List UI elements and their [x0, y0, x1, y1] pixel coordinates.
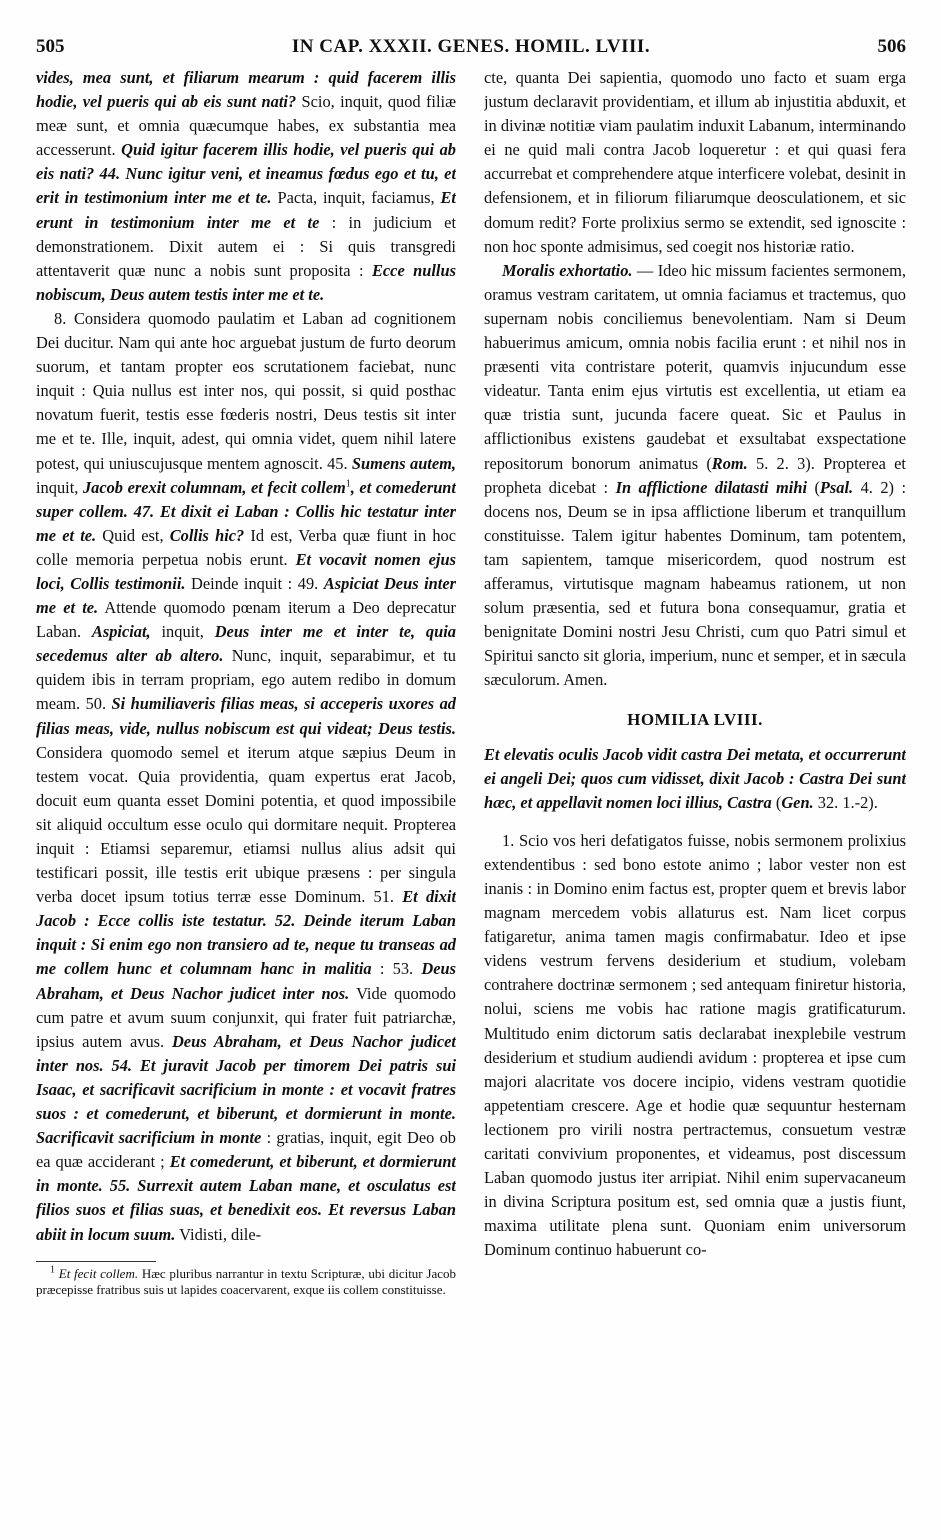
- body-text: (: [771, 792, 782, 812]
- scripture-quote: vides, mea sunt, et filiarum mearum : quid facerem illis hodie, vel pueris qui ab eis sunt nati?: [36, 68, 456, 112]
- body-text: : 53.: [371, 959, 422, 979]
- citation: Gen.: [781, 792, 814, 812]
- body-text: Vidisti, dile-: [175, 1224, 262, 1244]
- page-number-right: 506: [877, 36, 906, 57]
- footnote-rule: [36, 1261, 156, 1262]
- body-text: 8. Considera quomodo paulatim et Laban ad cognitionem Dei ducitur. Nam qui ante hoc arguebat justum de furto deorum suorum, et tantam propter eos scrutationem faciebat, nunc inquit : Quia nullus est inter nos, qui possit, si quid posthac novatum fuerit, testis esse fœderis nostri, Deus testis sit inter me et te. Ille, inquit, adest, qui omnia videt, quem nihil latere potest, qui uniuscujusque mentem agnoscit. 45.: [36, 308, 456, 473]
- homily-summary: [484, 743, 906, 815]
- scripture-quote: Si humiliaveris filias meas, si acceperis uxores ad filias meas, vide, nullus nobiscum est qui videat; Deus testis.: [36, 694, 456, 738]
- scripture-quote: Deus Abraham, et Deus Nachor judicet inter nos.: [36, 959, 456, 1003]
- scripture-quote: Deus Abraham, et Deus Nachor judicet inter nos. 54. Et juravit Jacob per timorem Dei patris sui Isaac, et sacrificavit sacrificium in monte : et vocavit fratres suos : et comederunt, et biberunt, et dormierunt in monte. Sacrificavit sacrificium in monte: [36, 1031, 456, 1148]
- scripture-quote: Jacob erexit columnam, et fecit collem: [82, 477, 346, 497]
- scripture-quote: Aspiciat Deus inter me et te.: [36, 573, 456, 618]
- scripture-quote: , et comederunt super collem. 47. Et dixit ei Laban : Collis hic testatur inter me et te.: [36, 477, 456, 545]
- body-text: Nunc, inquit, separabimur, et tu quidem ibis in terram propriam, ego autem redibo in domum meam. 50.: [36, 646, 456, 714]
- footnote-number: 1: [50, 1264, 55, 1276]
- body-text: inquit,: [150, 622, 215, 642]
- scripture-quote: Sumens autem,: [351, 453, 456, 473]
- body-text: Attende quomodo pœnam iterum a Deo deprecatur Laban.: [36, 598, 456, 642]
- scripture-quote: Ecce nullus nobiscum, Deus autem testis inter me et te.: [36, 260, 456, 304]
- scripture-quote: Et erunt in testimonium inter me et te: [36, 188, 456, 232]
- scripture-quote: Collis hic?: [169, 525, 245, 545]
- footnote: [36, 1266, 456, 1298]
- scripture-quote: Et comederunt, et biberunt, et dormierunt in monte. 55. Surrexit autem Laban mane, et osculatus est filios suos et filias suas, et benedixit eos. Et reversus Laban abiit in locum suum.: [36, 1152, 456, 1244]
- citation: Rom.: [711, 453, 748, 473]
- body-text: Scio, inquit, quod filiæ meæ sunt, et omnia quæcumque habes, ex substantia mea accesserunt.: [36, 92, 456, 160]
- running-title: IN CAP. XXXII. GENES. HOMIL. LVIII.: [291, 36, 651, 57]
- body-text: cte, quanta Dei sapientia, quomodo uno facto et suam erga justum declaravit providentiam, et illum ab injustitia abduxit, et in divinæ notitiæ viam paulatim induxit Labanum, interminando ei ne quid mali contra Jacob loqueretur : et qui quasi fera accurrebat et comprehendere atque interficere volebat, desinit in defensionem, et in filiorum filiarumque deosculationem, et sic domum redit? Forte prolixius sermo se extendit, sed ignoscite : non hoc sponte admisimus, sed coegit nos historiæ ratio.: [484, 68, 906, 256]
- paragraph: [36, 307, 456, 1247]
- right-column: [484, 66, 906, 1526]
- paragraph: [36, 66, 456, 307]
- left-column: [36, 66, 456, 1526]
- body-text: (: [807, 477, 820, 497]
- body-text: inquit,: [36, 477, 83, 497]
- running-header: [36, 36, 906, 60]
- body-text: : gratias, inquit, egit Deo ob ea quæ acciderant ;: [36, 1128, 456, 1172]
- citation: Psal.: [819, 477, 854, 497]
- footnote-text: Hæc pluribus narrantur in textu Scripturæ, ubi dicitur Jacob præcepisse fratribus suis ut lapides coacervarent, exque iis collem constituisse.: [36, 1265, 456, 1297]
- body-text: Considera quomodo semel et iterum atque sæpius Deum in testem vocat. Quia providentia, quam expertus erat Jacob, docuit eum quanta esset Domini potentia, et quod impossibile sit aliquid occultum esse oculo qui dormitare nequit. Propterea inquit : Etiamsi separemur, etiamsi nullus alius adsit qui testificari possit, ille testis erit ubique præsens : per singula verba docet ipsum totius terræ esse Dominum. 51.: [36, 742, 456, 907]
- scripture-quote: Et vocavit nomen ejus loci, Collis testimonii.: [36, 549, 456, 593]
- body-text: Quid est,: [96, 525, 170, 545]
- scripture-quote: Quid igitur facerem illis hodie, vel pueris qui ab eis nati? 44. Nunc igitur veni, et ineamus fœdus ego et tu, et erit in testimonium inter me et te.: [36, 140, 456, 208]
- paragraph: [484, 259, 906, 693]
- paragraph: [484, 829, 906, 1263]
- footnote-quote: Et fecit collem.: [55, 1265, 139, 1281]
- scripture-quote: Deus inter me et inter te, quia secedemus alter ab altero.: [36, 622, 456, 666]
- body-text: 32. 1.-2).: [813, 792, 878, 812]
- scripture-quote: In afflictione dilatasti mihi: [615, 477, 807, 497]
- body-text: Deinde inquit : 49.: [185, 573, 324, 593]
- body-text: 1. Scio vos heri defatigatos fuisse, nobis sermonem prolixius extendentibus : sed bono estote animo ; labor vester non est inanis : in Domino enim factus est, propter quem et brevis labor magnam mercedem vobis allaturus est. Nam licet corpus fatigaretur, anima tamen magis confirmabatur. Ideo et ipse videns vestrum fervens desiderium et studium, volebam contrahere doctrinæ sermonem ; sed antequam finiretur historia, nolui, sciens me vobis hac ratione magis gratificaturum. Multitudo enim dictorum satis declarabat inexplebile vestrum desiderium et studium audiendi avidum : propterea et ipse cum majori alacritate vos docere incipio, videns vestram quotidie appetentiam crescere. Age et hodie quæ sequuntur hesternam lectionem pro virili nostra pertractemus, consuetum vestræ caritati convivium proponentes, et videamus, post discessum Laban quomodo justus iter arripiat. Nihil enim supervacaneum in divina Scriptura positum est, sed omnia quæ a justis fiunt, maxima utilitate plena sunt. Quoniam enim universorum Dominum continuo habuerunt co-: [484, 830, 906, 1260]
- homily-title: HOMILIA LVIII.: [627, 710, 763, 730]
- body-text: — Ideo hic missum facientes sermonem, oramus vestram caritatem, ut omnia faciamus et tractemus, quo supernam nobis conciliemus benevolentiam. Nam si Deum habuerimus amicum, omnia nobis facilia erunt : et nihil nos in præsenti vita contristare poterit, quamvis injucundum esse videatur. Tanta enim ejus virtutis est excellentia, ut etiam ea quæ tristia sunt, jucunda facere queat. Sic et Paulus in afflictionibus existens gaudebat et exsultabat exspectatione repositorum bonorum animatus (: [484, 260, 906, 473]
- scripture-quote: Aspiciat,: [91, 622, 151, 642]
- scripture-quote: Et elevatis oculis Jacob vidit castra Dei metata, et occurrerunt ei angeli Dei; quos cum vidisset, dixit Jacob : Castra Dei sunt hæc, et appellavit nomen loci illius, Castra: [484, 744, 906, 812]
- body-text: Id est, Verba quæ fiunt in hoc colle memoria perpetua nobis erunt.: [36, 525, 456, 569]
- body-text: 4. 2) : docens nos, Deum se in ipsa afflictione liberum et tranquillum constituisse. Talem igitur habentes Dominum, tam potentem, tam sapientem, tamque misericordem, quod nostrum est afferamus, virtutisque magnam habeamus rationem, ut non solum præsentia, sed et futura bona consequamur, gratia et benignitate Domini nostri Jesu Christi, cum quo Patri simul et Spiritui sancto sit gloria, imperium, nunc et semper, et in sæcula sæculorum. Amen.: [484, 477, 906, 690]
- scripture-quote: Et dixit Jacob : Ecce collis iste testatur. 52. Deinde iterum Laban inquit : Si enim ego non transiero ad te, neque tu transeas ad me collem hunc et columnam hanc in malitia: [36, 887, 456, 979]
- body-text: Pacta, inquit, faciamus,: [271, 188, 441, 208]
- footnote-marker: 1: [345, 478, 351, 490]
- paragraph: [484, 66, 906, 259]
- body-text: Vide quomodo cum patre et avum suum conjunxit, qui frater fuit patriarchæ, ipsius autem avus.: [36, 983, 456, 1051]
- body-text: 5. 2. 3). Propterea et propheta dicebat :: [484, 453, 906, 497]
- section-label: Moralis exhortatio.: [502, 260, 633, 280]
- body-text: : in judicium et demonstrationem. Dixit autem ei : Si quis transgredi attentaverit quæ nunc a nobis sunt proposita :: [36, 212, 456, 280]
- page-number-left: 505: [36, 36, 65, 57]
